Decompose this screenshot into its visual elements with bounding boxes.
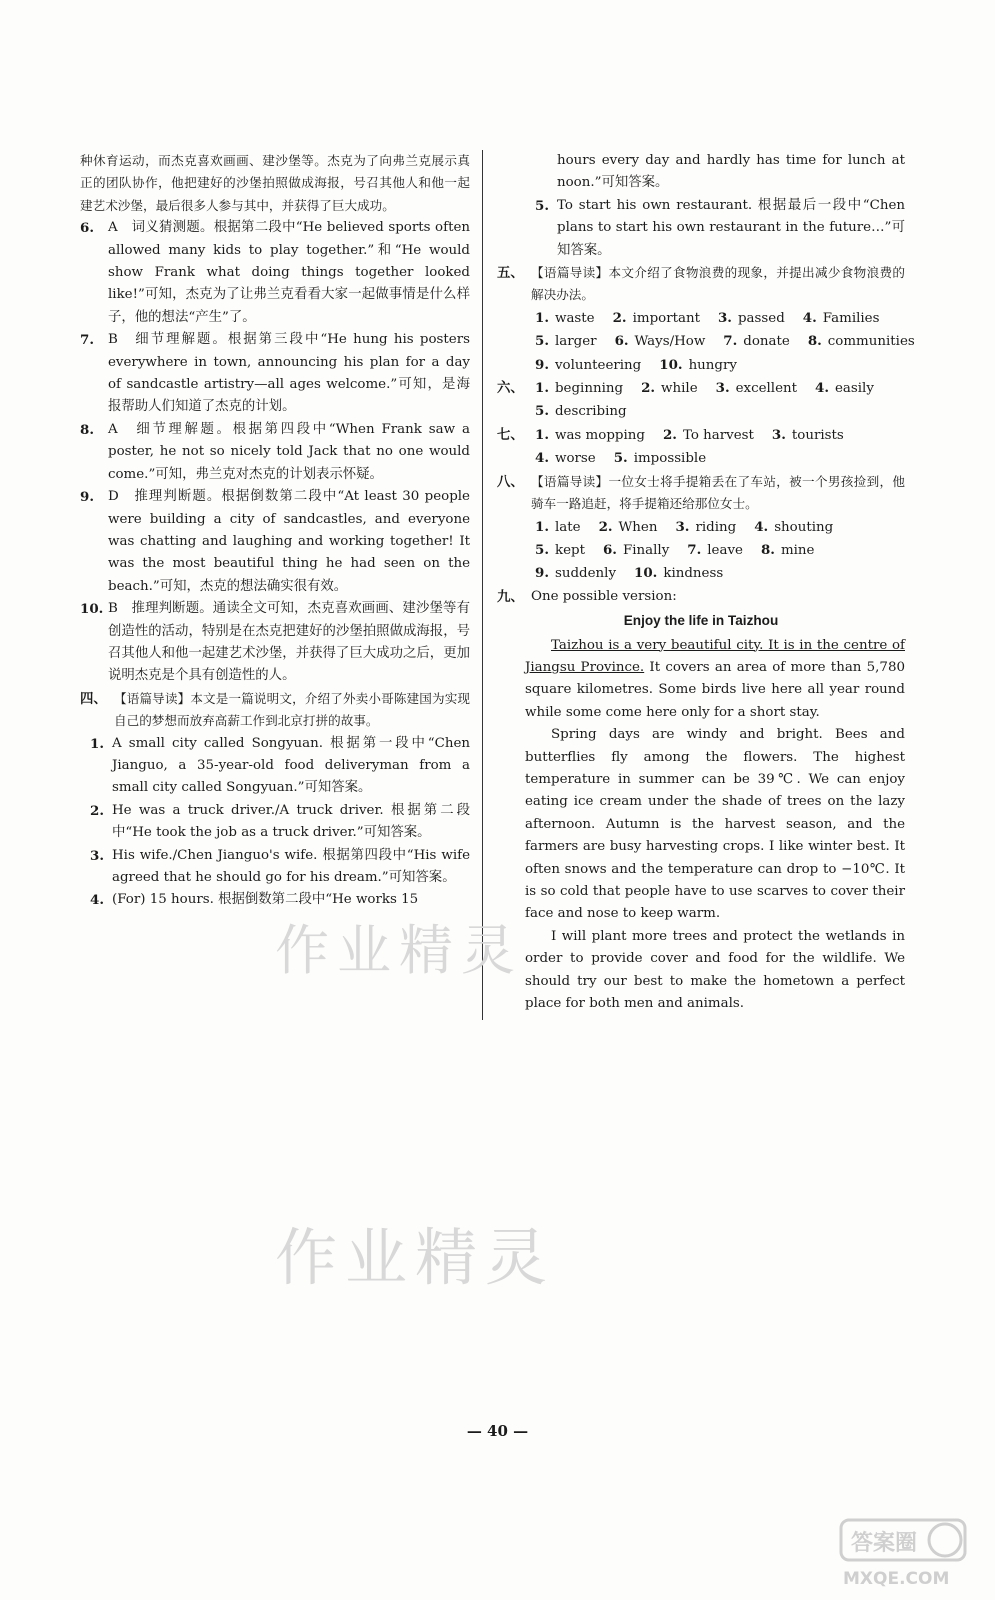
answer: 5. larger: [535, 333, 597, 350]
section-6: 六、 1. beginning 2. while 3. excellent 4. easily 5. describing: [497, 377, 905, 424]
answer: 9. suddenly: [535, 565, 617, 582]
logo-icon: [833, 1512, 973, 1592]
answer: 1. beginning: [535, 380, 624, 397]
answer: 6. Finally: [602, 541, 670, 558]
intro-paragraph: 种休育运动，而杰克喜欢画画、建沙堡等。杰克为了向弗兰克展示真正的团队协作，他把建好的沙堡拍照做成海报，号召其他人和他一起建艺术沙堡，最后很多人参与其中，并获得了巨大成功。: [80, 153, 470, 213]
section-4-item-1: 1. A small city called Songyuan. 根据第一段中“Chen Jianguo, a 35-year-old food deliveryman from a small city called Songyuan.”可知答案。: [90, 735, 470, 796]
section-4-item-3: 3. His wife./Chen Jianguo's wife. 根据第四段中“His wife agreed that he should go for his dream.”可知答案。: [90, 847, 470, 885]
page-number: — 40 —: [466, 1422, 529, 1440]
item-4-continued: hours every day and hardly has time for lunch at noon.”可知答案。: [557, 153, 905, 191]
answer: 1. waste: [535, 309, 595, 326]
answer-row: [497, 562, 905, 585]
answer-item-6: 6. A 词义猜测题。根据第二段中“He believed sports often allowed many kids to play together.”和“He would show Frank what doing things together looked like!”可知，杰克为了让弗兰克看看大家一起做事情是什么样子，他的想法“产生”了。: [80, 220, 470, 325]
left-column: [80, 150, 470, 912]
answer: 2. important: [612, 309, 700, 326]
answer: 1. was mopping: [535, 426, 645, 443]
answer-item-10: 10. B 推理判断题。通读全文可知，杰克喜欢画画、建沙堡等有创造性的活动，特别是在杰克把建好的沙堡拍照做成海报，号召其他人和他一起建艺术沙堡，并获得了巨大成功之后，更加说明杰克是个具有创造性的人。: [80, 601, 470, 684]
answer-row: [497, 330, 915, 353]
answer: 3. tourists: [771, 426, 844, 443]
essay-title: Enjoy the life in Taizhou: [623, 613, 779, 629]
answer-row: [531, 377, 905, 400]
answer: 10. hungry: [659, 356, 737, 373]
answer-row: [531, 424, 905, 447]
answer-row: [531, 447, 905, 470]
watermark: 作业精灵: [275, 919, 523, 982]
section-4-item-2: 2. He was a truck driver./A truck driver. 根据第二段中“He took the job as a truck driver.”可知答案。: [90, 802, 470, 841]
answer: 6. Ways/How: [614, 333, 706, 350]
section-8-answers: [497, 516, 905, 586]
site-logo: [833, 1512, 973, 1592]
svg-text:MXQE.COM: MXQE.COM: [843, 1569, 950, 1589]
answer: 4. easily: [815, 380, 874, 397]
answer-row: [497, 307, 905, 330]
answer-item-8: 8. A 细节理解题。根据第四段中“When Frank saw a poster, he not so nicely told Jack that no one would come.”可知，弗兰克对杰克的计划表示怀疑。: [80, 421, 470, 482]
answer: 4. Families: [802, 309, 880, 326]
answer-row: [497, 354, 905, 377]
column-divider: [482, 150, 483, 1020]
section-4-item-5: 5. To start his own restaurant. 根据最后一段中“Chen plans to start his own restaurant in the future…”可知答案。: [535, 197, 905, 258]
answer: 2. while: [641, 380, 698, 397]
section-8: 八、 【语篇导读】一位女士将手提箱丢在了车站，被一个男孩捡到，他骑车一路追赶，将手提箱还给那位女士。: [497, 471, 905, 516]
answer: 10. kindness: [634, 565, 724, 582]
answer: 7. donate: [723, 333, 790, 350]
answer: 3. passed: [717, 309, 785, 326]
right-column: [497, 150, 915, 1015]
answer-row: [531, 400, 905, 423]
section-4: 四、 【语篇导读】本文是一篇说明文，介绍了外卖小哥陈建国为实现自己的梦想而放弃高薪工作到北京打拼的故事。: [80, 688, 470, 733]
essay-paragraph: I will plant more trees and protect the wetlands in order to provide cover and food for the wildlife. We should try our best to make the hometown a perfect place for both men and animals.: [525, 928, 905, 1012]
essay: [497, 635, 905, 1016]
svg-text:答案圈: 答案圈: [851, 1531, 918, 1556]
section-5: 五、 【语篇导读】本文介绍了食物浪费的现象，并提出减少食物浪费的解决办法。: [497, 262, 905, 307]
section-9: 九、 One possible version:: [497, 586, 905, 608]
answer-item-9: 9. D 推理判断题。根据倒数第二段中“At least 30 people were building a city of sandcastles, and everyone was chatting and laughing and working together! It was the most beautiful thing he had seen on the beach.”可知，杰克的想法确实很有效。: [80, 489, 470, 594]
answer: 2. To harvest: [662, 426, 754, 443]
answer: 4. worse: [535, 450, 596, 467]
answer: 2. When: [598, 518, 658, 535]
watermark: 作业精灵: [275, 1221, 556, 1294]
answer: 1. late: [535, 518, 581, 535]
answer: 9. volunteering: [535, 356, 642, 373]
essay-paragraph: Spring days are windy and bright. Bees and butterflies fly among the flowers. The highest temperature in summer can be 39℃. We can enjoy eating ice cream under the shade of trees on the lazy afternoon. Autumn is the harvest season, and the farmers are busy harvesting crops. I like winter best. It often snows and the temperature can drop to −10℃. It is so cold that people have to use scarves to cover their face and nose to keep warm.: [525, 727, 905, 922]
answer: 3. excellent: [715, 380, 798, 397]
answer-row: [497, 539, 905, 562]
answer: 7. leave: [687, 541, 743, 558]
answer: 5. kept: [535, 541, 585, 558]
section-8-reading-guide: 【语篇导读】一位女士将手提箱丢在了车站，被一个男孩捡到，他骑车一路追赶，将手提箱还给那位女士。: [531, 473, 905, 512]
essay-paragraph: Taizhou is a very beautiful city. It is in the centre of Jiangsu Province. It covers an area of more than 5,780 square kilometres. Some birds live here all year round while some come here only for a short stay.: [525, 637, 905, 720]
section-7: 七、 1. was mopping 2. To harvest 3. tourists 4. worse 5. impossible: [497, 424, 905, 471]
section-9-label: One possible version:: [531, 588, 677, 604]
answer: 8. communities: [807, 333, 915, 350]
answer: 8. mine: [760, 541, 815, 558]
section-4-reading-guide: 【语篇导读】本文是一篇说明文，介绍了外卖小哥陈建国为实现自己的梦想而放弃高薪工作到北京打拼的故事。: [114, 690, 470, 729]
answer: 5. impossible: [613, 450, 707, 467]
section-5-answers: [497, 307, 915, 377]
answer: 5. describing: [535, 403, 627, 420]
answer: 3. riding: [675, 518, 737, 535]
section-5-reading-guide: 【语篇导读】本文介绍了食物浪费的现象，并提出减少食物浪费的解决办法。: [531, 265, 905, 303]
answer-row: [497, 516, 905, 539]
answer: 4. shouting: [754, 518, 834, 535]
section-4-item-4: 4. (For) 15 hours. 根据倒数第二段中“He works 15: [90, 892, 419, 909]
answer-item-7: 7. B 细节理解题。根据第三段中“He hung his posters everywhere in town, announcing his plan for a day of sandcastle artistry—all ages welcome.”可知，是海报帮助人们知道了杰克的计划。: [80, 332, 470, 415]
